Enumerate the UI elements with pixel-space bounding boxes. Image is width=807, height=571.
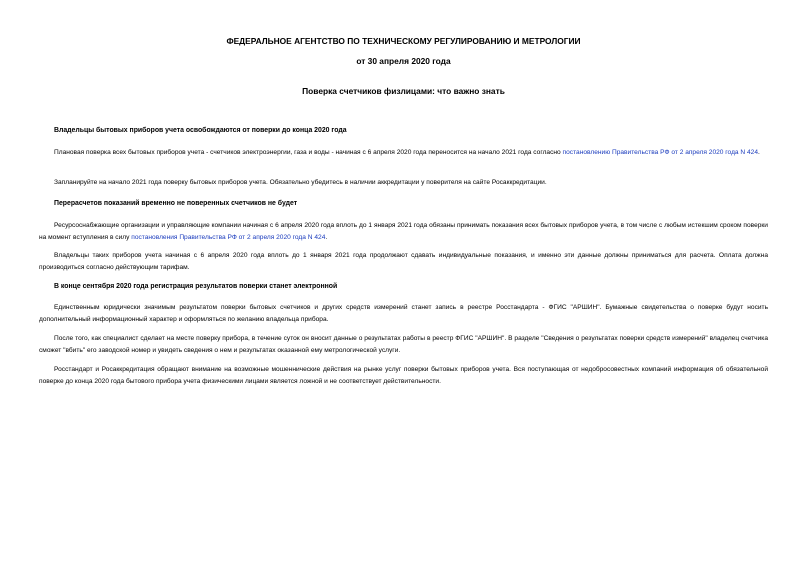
paragraph-owners-readings: Владельцы таких приборов учета начиная с 6 апреля 2020 года вплоть до 1 января 2021 года продолжают сдавать индивидуальные показания, и именно эти данные должны приниматься для расчета. Оплата должна производиться согласно действующим тарифам.	[39, 252, 768, 271]
paragraph-end: .	[758, 149, 760, 156]
document-date: от 30 апреля 2020 года	[356, 56, 451, 66]
agency-name: ФЕДЕРАЛЬНОЕ АГЕНТСТВО ПО ТЕХНИЧЕСКОМУ РЕГУЛИРОВАНИЮ И МЕТРОЛОГИИ	[226, 36, 581, 46]
paragraph-plan-verification: Запланируйте на начало 2021 года поверку бытовых приборов учета. Обязательно убедитесь в наличии аккредитации у поверителя на сайте Росаккредитации.	[54, 179, 547, 186]
paragraph-end: .	[325, 233, 328, 241]
section-heading-verification-exemption: Владельцы бытовых приборов учета освобождаются от поверки до конца 2020 года	[54, 127, 347, 134]
paragraph-accept-readings	[39, 220, 768, 243]
section-heading-electronic-registration: В конце сентября 2020 года регистрация результатов поверки станет электронной	[54, 283, 338, 290]
paragraph-planned-verification	[39, 147, 768, 159]
document-title: Поверка счетчиков физлицами: что важно знать	[302, 86, 505, 96]
paragraph-fraud-warning: Росстандарт и Росаккредитация обращают внимание на возможные мошеннические действия на рынке услуг поверки бытовых приборов учета. Вся поступающая от недобросовестных компаний информация об обязательной поверке до конца 2020 года бытового прибора учета физическими лицами является ложной и не соответствует действительности.	[39, 366, 768, 385]
paragraph-text: Плановая поверка всех бытовых приборов учета - счетчиков электроэнергии, газа и воды - начиная с 6 апреля 2020 года переносится на начало 2021 года согласно	[54, 149, 563, 156]
section-heading-no-recalculation: Перерасчетов показаний временно не поверенных счетчиков не будет	[54, 200, 298, 207]
paragraph-specialist-data: После того, как специалист сделает на месте поверку прибора, в течение суток он вносит данные о результатах работы в реестр ФГИС "АРШИН". В разделе "Сведения о результатах поверки средств измерений" владелец счетчика сможет "вбить" его заводской номер и увидеть сведения о нем и результатах оказанной ему метрологической услуги.	[39, 335, 768, 354]
decree-link[interactable]: постановления Правительства РФ от 2 апреля 2020 года N 424	[131, 233, 326, 241]
paragraph-arshin-registry: Единственным юридически значимым результатом поверки бытовых счетчиков и других средств измерений станет запись в реестре Росстандарта - ФГИС "АРШИН". Бумажные свидетельства о поверке будут носить дополнительный информационный характер и оформляться по желанию владельца прибора.	[39, 304, 768, 323]
decree-link[interactable]: постановлению Правительства РФ от 2 апреля 2020 года N 424	[562, 149, 759, 156]
paragraph-text: Ресурсоснабжающие организации и управляющие компании начиная с 6 апреля 2020 года вплоть до 1 января 2021 года обязаны принимать показания всех бытовых приборов учета, в том числе с любым истекшим сроком поверки на момент вступления в силу	[39, 222, 768, 241]
